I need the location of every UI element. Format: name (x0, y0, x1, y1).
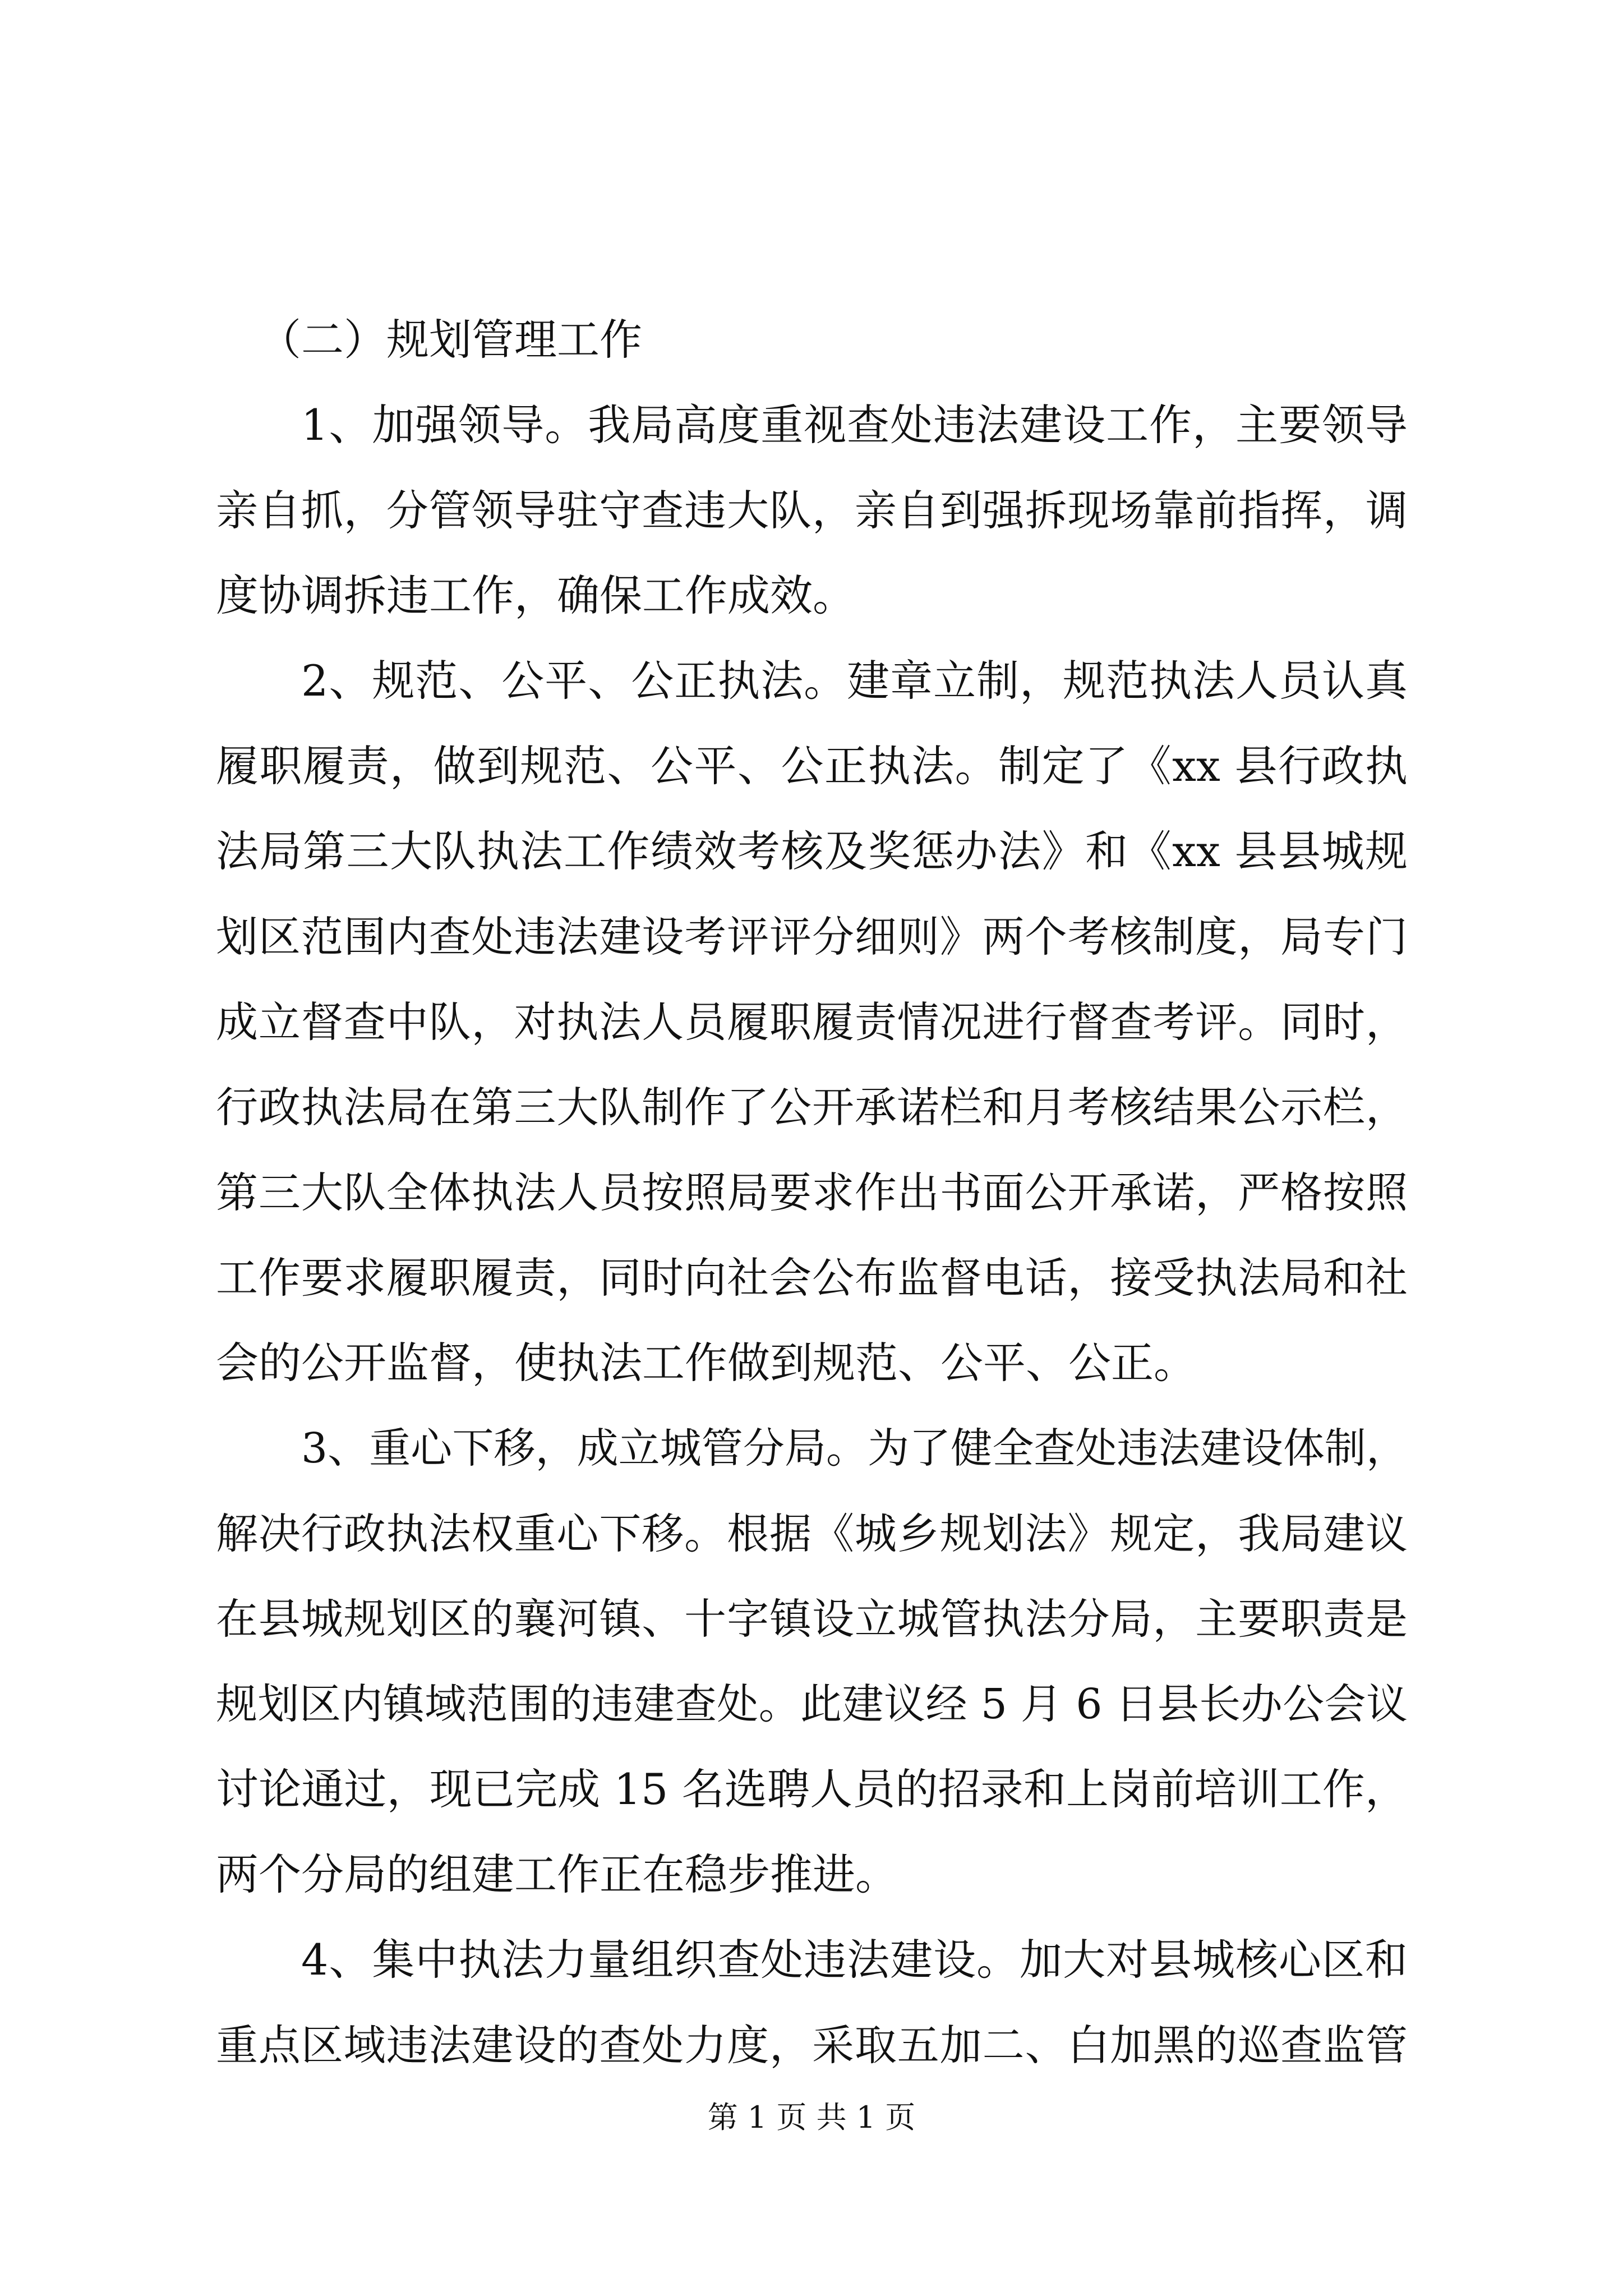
paragraph-line: 行政执法局在第三大队制作了公开承诺栏和月考核结果公示栏， (216, 1083, 1408, 1132)
page-footer: 第 1 页 共 1 页 (707, 2100, 916, 2135)
paragraph-line: 工作要求履职履责，同时向社会公布监督电话，接受执法局和社 (216, 1253, 1408, 1303)
paragraph-2 (216, 638, 1408, 1406)
paragraph-line: 解决行政执法权重心下移。根据《城乡规划法》规定，我局建议 (216, 1509, 1408, 1558)
paragraph-line: 成立督查中队，对执法人员履职履责情况进行督查考评。同时， (216, 997, 1408, 1047)
paragraph-line: 两个分局的组建工作正在稳步推进。 (216, 1849, 898, 1899)
paragraph-line: 重点区域违法建设的查处力度，采取五加二、白加黑的巡查监管 (216, 2021, 1408, 2070)
paragraph-3 (216, 1406, 1408, 1917)
paragraph-line: 第三大队全体执法人员按照局要求作出书面公开承诺，严格按照 (216, 1168, 1408, 1217)
paragraph-line: 度协调拆违工作，确保工作成效。 (216, 570, 855, 620)
paragraph-line: 1、加强领导。我局高度重视查处违法建设工作，主要领导 (301, 400, 1408, 450)
paragraph-line: 2、规范、公平、公正执法。建章立制，规范执法人员认真 (301, 656, 1408, 706)
paragraph-line: 规划区内镇域范围的违建查处。此建议经 5 月 6 日县长办公会议 (216, 1680, 1408, 1728)
paragraph-line: 亲自抓，分管领导驻守查违大队，亲自到强拆现场靠前指挥，调 (216, 486, 1408, 535)
paragraph-line: 4、集中执法力量组织查处违法建设。加大对县城核心区和 (301, 1935, 1408, 1985)
paragraph-1 (216, 383, 1408, 638)
paragraph-line: 在县城规划区的襄河镇、十字镇设立城管执法分局，主要职责是 (216, 1594, 1408, 1644)
paragraph-line: 会的公开监督，使执法工作做到规范、公平、公正。 (216, 1338, 1196, 1388)
paragraph-line: 履职履责，做到规范、公平、公正执法。制定了《xx 县行政执 (216, 741, 1408, 791)
paragraph-line: 3、重心下移，成立城管分局。为了健全查处违法建设体制， (301, 1424, 1408, 1473)
paragraph-line: 法局第三大队执法工作绩效考核及奖惩办法》和《xx 县县城规 (216, 826, 1408, 876)
section-heading: （二）规划管理工作 (259, 315, 642, 365)
paragraph-line: 划区范围内查处违法建设考评评分细则》两个考核制度，局专门 (216, 912, 1408, 961)
paragraph-line: 讨论通过，现已完成 15 名选聘人员的招录和上岗前培训工作， (216, 1764, 1408, 1814)
paragraph-4 (216, 1917, 1408, 2088)
document-body (216, 297, 1408, 2088)
